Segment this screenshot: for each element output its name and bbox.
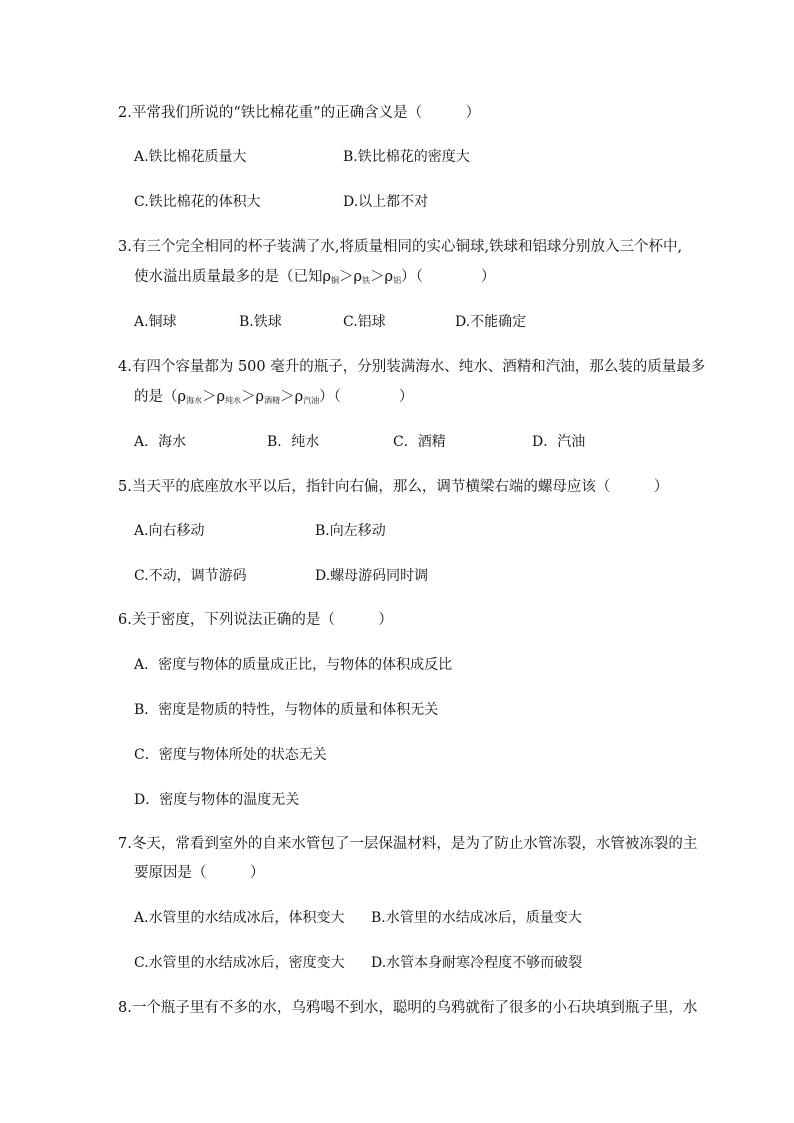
question-3-option-b: B.铁球	[239, 314, 282, 330]
rho-sub-aluminum: 铝	[393, 276, 402, 285]
greater-than-3: ＞ρ	[280, 389, 304, 405]
question-4-option-b: B．纯水	[267, 434, 320, 450]
rho-sub-iron: 铁	[362, 276, 371, 285]
question-4-stem-line1: 4.有四个容量都为 500 毫升的瓶子，分别装满海水、纯水、酒精和汽油，那么装的质量最多	[118, 359, 706, 375]
question-7-option-c: C.水管里的水结成冰后，密度变大	[134, 955, 345, 971]
question-8-stem: 8.一个瓶子里有不多的水，乌鸦喝不到水，聪明的乌鸦就衔了很多的小石块填到瓶子里，水	[118, 1000, 698, 1016]
greater-than-1: ＞ρ	[202, 389, 226, 405]
question-3-option-a: A.铜球	[134, 314, 177, 330]
question-4-option-a: A．海水	[134, 434, 187, 450]
question-3-stem-line2	[134, 268, 495, 290]
question-2-option-c: C.铁比棉花的体积大	[134, 194, 261, 210]
question-6-stem: 6.关于密度，下列说法正确的是（ ）	[118, 612, 393, 628]
greater-than-2: ＞ρ	[370, 269, 394, 285]
question-2-option-d: D.以上都不对	[343, 194, 429, 210]
question-3-option-d: D.不能确定	[455, 314, 527, 330]
rho-sub-purewater: 纯水	[225, 396, 242, 405]
question-2-stem: 2.平常我们所说的“铁比棉花重”的正确含义是（ ）	[118, 105, 481, 121]
question-5-option-a: A.向右移动	[134, 523, 205, 539]
question-6-option-a: A．密度与物体的质量成正比，与物体的体积成反比	[134, 657, 453, 673]
question-3-stem-prefix: 使水溢出质量最多的是（已知ρ	[134, 269, 332, 285]
question-4-stem-suffix: ）（ ）	[319, 389, 414, 405]
question-7-stem-line1: 7.冬天，常看到室外的自来水管包了一层保温材料，是为了防止水管冻裂，水管被冻裂的主	[118, 836, 698, 852]
greater-than-1: ＞ρ	[339, 269, 363, 285]
question-5-option-b: B.向左移动	[315, 523, 386, 539]
question-5-option-c: C.不动，调节游码	[134, 568, 247, 584]
question-4-stem-line2	[134, 388, 413, 410]
question-3-stem-suffix: ）（ ）	[401, 269, 496, 285]
question-6-option-d: D．密度与物体的温度无关	[134, 792, 300, 808]
rho-sub-seawater: 海水	[186, 396, 203, 405]
question-3-option-c: C.铝球	[343, 314, 386, 330]
question-7-option-d: D.水管本身耐寒冷程度不够而破裂	[371, 955, 583, 971]
question-4-stem-prefix: 的是（ρ	[134, 389, 187, 405]
question-3-stem-line1: 3.有三个完全相同的杯子装满了水,将质量相同的实心铜球,铁球和铝球分别放入三个杯中,	[118, 239, 683, 255]
question-6-option-c: C．密度与物体所处的状态无关	[134, 747, 327, 763]
question-5-option-d: D.螺母游码同时调	[315, 568, 429, 584]
question-5-stem: 5.当天平的底座放水平以后，指针向右偏，那么，调节横梁右端的螺母应该（ ）	[118, 479, 669, 495]
greater-than-2: ＞ρ	[241, 389, 265, 405]
question-7-option-b: B.水管里的水结成冰后，质量变大	[371, 910, 582, 926]
question-4-option-c: C．酒精	[393, 434, 446, 450]
rho-sub-gasoline: 汽油	[303, 396, 320, 405]
rho-sub-alcohol: 酒精	[264, 396, 281, 405]
question-6-option-b: B．密度是物质的特性，与物体的质量和体积无关	[134, 702, 439, 718]
question-4-option-d: D．汽油	[532, 434, 586, 450]
question-7-option-a: A.水管里的水结成冰后，体积变大	[134, 910, 345, 926]
question-2-option-b: B.铁比棉花的密度大	[343, 149, 470, 165]
question-2-option-a: A.铁比棉花质量大	[134, 149, 247, 165]
question-7-stem-line2: 要原因是（ ）	[134, 865, 265, 881]
rho-sub-copper: 铜	[331, 276, 340, 285]
